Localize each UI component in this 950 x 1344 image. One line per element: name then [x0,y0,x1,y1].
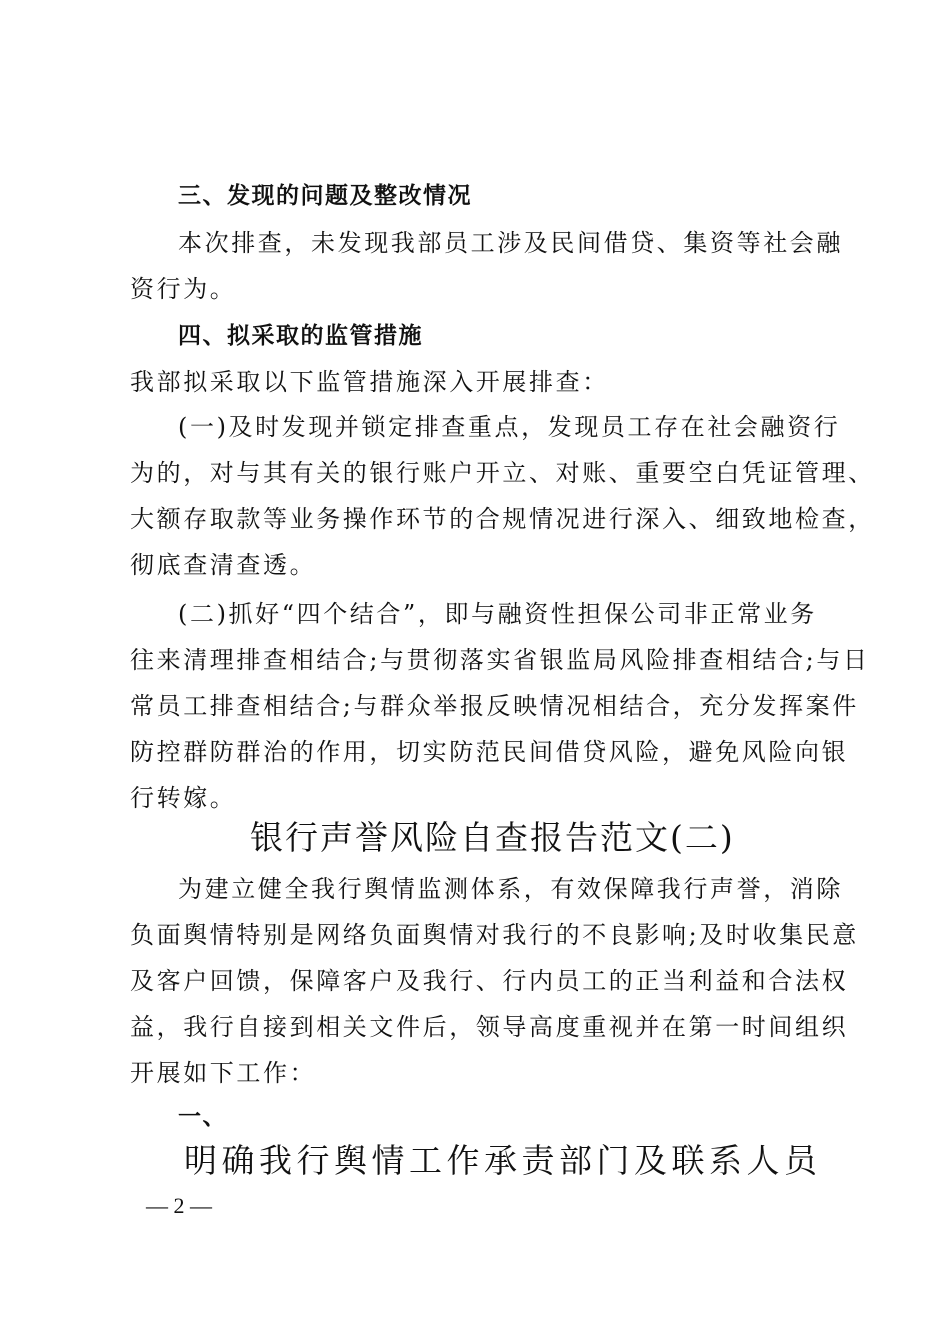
section-3-text-line: 本次排查，未发现我部员工涉及民间借贷、集资等社会融 [178,229,843,257]
part-2-text-line: 负面舆情特别是网络负面舆情对我行的不良影响;及时收集民意 [130,921,859,949]
section-3-heading: 三、发现的问题及整改情况 [178,183,472,209]
section-4-intro: 我部拟采取以下监管措施深入开展排查： [130,368,609,396]
item-1-line: 彻底查清查透。 [130,551,317,579]
item-1-line: (一)及时发现并锁定排查重点，发现员工存在社会融资行 [178,413,841,441]
part-2-heading-number: 一、 [178,1104,227,1130]
item-2-line: 防控群防群治的作用，切实防范民间借贷风险，避免风险向银 [130,738,849,766]
section-4-heading: 四、拟采取的监管措施 [178,323,423,349]
item-1-line: 为的，对与其有关的银行账户开立、对账、重要空白凭证管理、 [130,459,875,487]
item-1-line: 大额存取款等业务操作环节的合规情况进行深入、细致地检查， [130,505,875,533]
part-2-text-line: 为建立健全我行舆情监测体系，有效保障我行声誉，消除 [178,875,843,903]
part-2-heading-text: 明确我行舆情工作承责部门及联系人员 [184,1141,822,1180]
item-2-line: 往来清理排查相结合;与贯彻落实省银监局风险排查相结合;与日 [130,646,870,674]
part-2-text-line: 开展如下工作： [130,1059,317,1087]
report-title: 银行声誉风险自查报告范文(二) [250,818,735,857]
page-number: — 2 — [146,1193,212,1218]
section-3-text-line: 资行为。 [130,275,237,303]
part-2-text-line: 益，我行自接到相关文件后，领导高度重视并在第一时间组织 [130,1013,849,1041]
item-2-line: 行转嫁。 [130,784,237,812]
item-2-line: 常员工排查相结合;与群众举报反映情况相结合，充分发挥案件 [130,692,859,720]
item-2-line: (二)抓好“四个结合”，即与融资性担保公司非正常业务 [178,600,817,628]
part-2-text-line: 及客户回馈，保障客户及我行、行内员工的正当利益和合法权 [130,967,849,995]
